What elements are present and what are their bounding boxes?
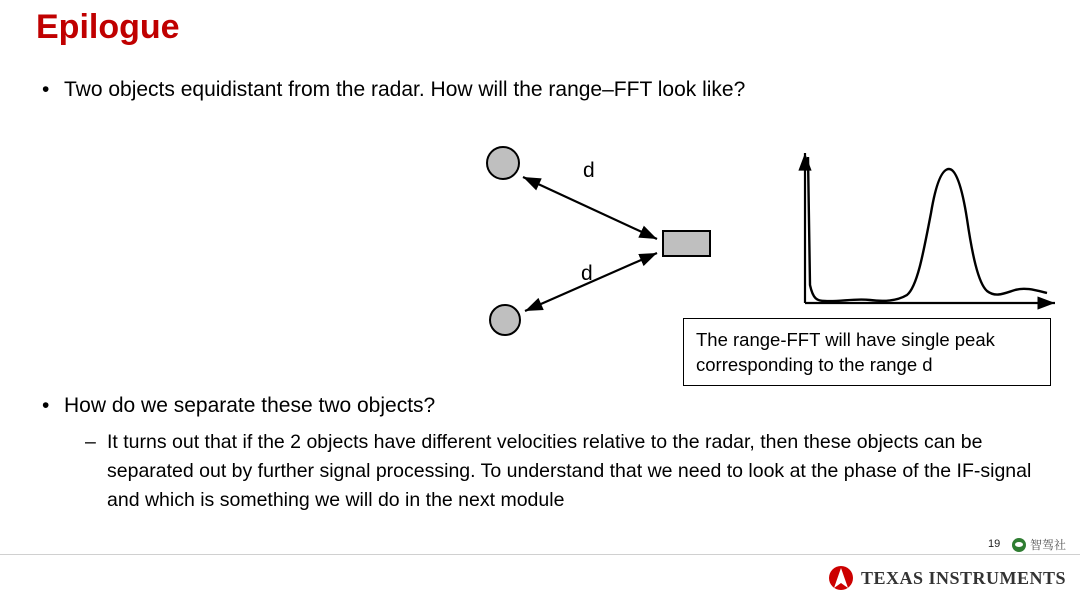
range-fft-curve bbox=[808, 157, 1047, 301]
callout-box bbox=[683, 318, 1051, 386]
ti-logo bbox=[828, 565, 1066, 591]
page-number: 19 bbox=[988, 538, 1001, 550]
sub-bullet-marker: – bbox=[85, 431, 96, 453]
ti-mark-icon bbox=[828, 565, 854, 591]
distance-label-bottom: d bbox=[581, 262, 593, 285]
page-title: Epilogue bbox=[36, 8, 180, 46]
callout-line-1: The range-FFT will have single peak bbox=[696, 329, 995, 350]
bullet-text: How do we separate these two objects? bbox=[64, 394, 436, 417]
sub-bullet-text: It turns out that if the 2 objects have different velocities relative to the radar, then these objects can be separated out by further signal processing. To understand that we need to look at the phase of the IF-signal and which is something we will do in the next module bbox=[107, 431, 1032, 511]
object-top-icon bbox=[487, 147, 519, 179]
watermark-text: 智驾社 bbox=[1029, 538, 1066, 552]
distance-label-top: d bbox=[583, 159, 595, 182]
sub-bullet bbox=[85, 428, 1045, 515]
ti-logo-text: TEXAS INSTRUMENTS bbox=[860, 567, 1066, 588]
bullet-marker: • bbox=[42, 394, 50, 417]
radar-icon bbox=[663, 231, 710, 256]
bullet-question-2 bbox=[42, 394, 435, 418]
object-bottom-icon bbox=[490, 305, 520, 335]
bullet-text: Two objects equidistant from the radar. How will the range–FFT look like? bbox=[64, 78, 746, 101]
bullet-question-1 bbox=[42, 78, 745, 102]
bullet-marker: • bbox=[42, 78, 50, 101]
wechat-icon bbox=[1012, 538, 1026, 552]
callout-line-2: corresponding to the range d bbox=[696, 354, 933, 375]
watermark-badge bbox=[1012, 536, 1066, 553]
